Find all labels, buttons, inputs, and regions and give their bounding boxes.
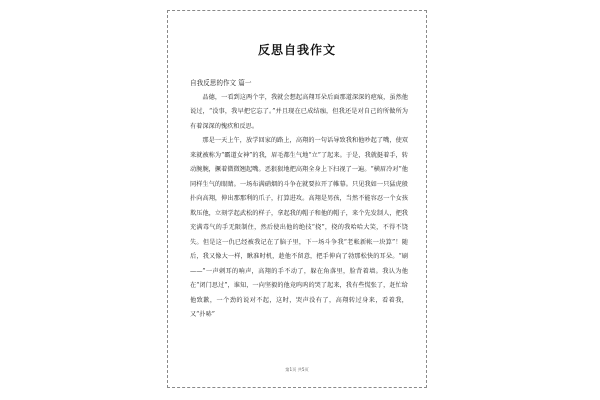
document-body [190,76,408,323]
paragraph: 那是一天上午，放学回家的路上，高翔的一句话导致我和他吵起了嘴，使双来就被称为“霸道女神”的我，眉毛都生气地“立”了起来。于是，我就挺着手，转动腕腕，撅着微微翘起嘴。恶狠狠地把高翔全身上下扫视了一遍。“横眉冷对”他同样生气的眼睛。一场布满硝烟的斗争在就要拉开了帷幕。只见我如一只猛虎般扑向高翔，伸出那那利的爪子，打算进攻。高翔是男孩，当然不能容忍一个女孩欺压他，立刻学起武松的样子，拿起我的帽子和他的帽子，来个先发制人，把我充满毒气的手无限制住，然后使出他的绝技“挠”，挠的我哈哈大笑，不得不饶失。但是这一仇已经被我记在了脑子里，下一场斗争我“老帐新帐一块算”！随后，我又像大一样，瞅准时机，趁他不留意，把手伸向了勃那松快的耳朵。“刷——”一声刺耳的响声，高翔的手不动了，躲在角落里，脸背着墙。我认为他在“闭门思过”，谁知，一向坚毅的他竟呜呜的哭了起来，我有些慌张了，赶忙给他致歉，一个劲的说对不起，这时，哭声没有了，高翔转过身来，看着我，又“扑哧” [190,137,408,318]
document-title: 反思自我作文 [257,43,336,57]
section-heading: 自我反思的作文 篇一 [190,79,252,87]
document-page [167,10,427,388]
page-number: 第1页 共5页 [285,367,309,372]
paragraph: 品德，一看到这两个字，我就会想起高翔耳朵后面那道深深的疤痕，虽然他说过，“没事，我早把它忘了。”并且现在已成结痂，但我还是对自己的所做所为有着深深的愧疚和反思。 [190,93,408,130]
